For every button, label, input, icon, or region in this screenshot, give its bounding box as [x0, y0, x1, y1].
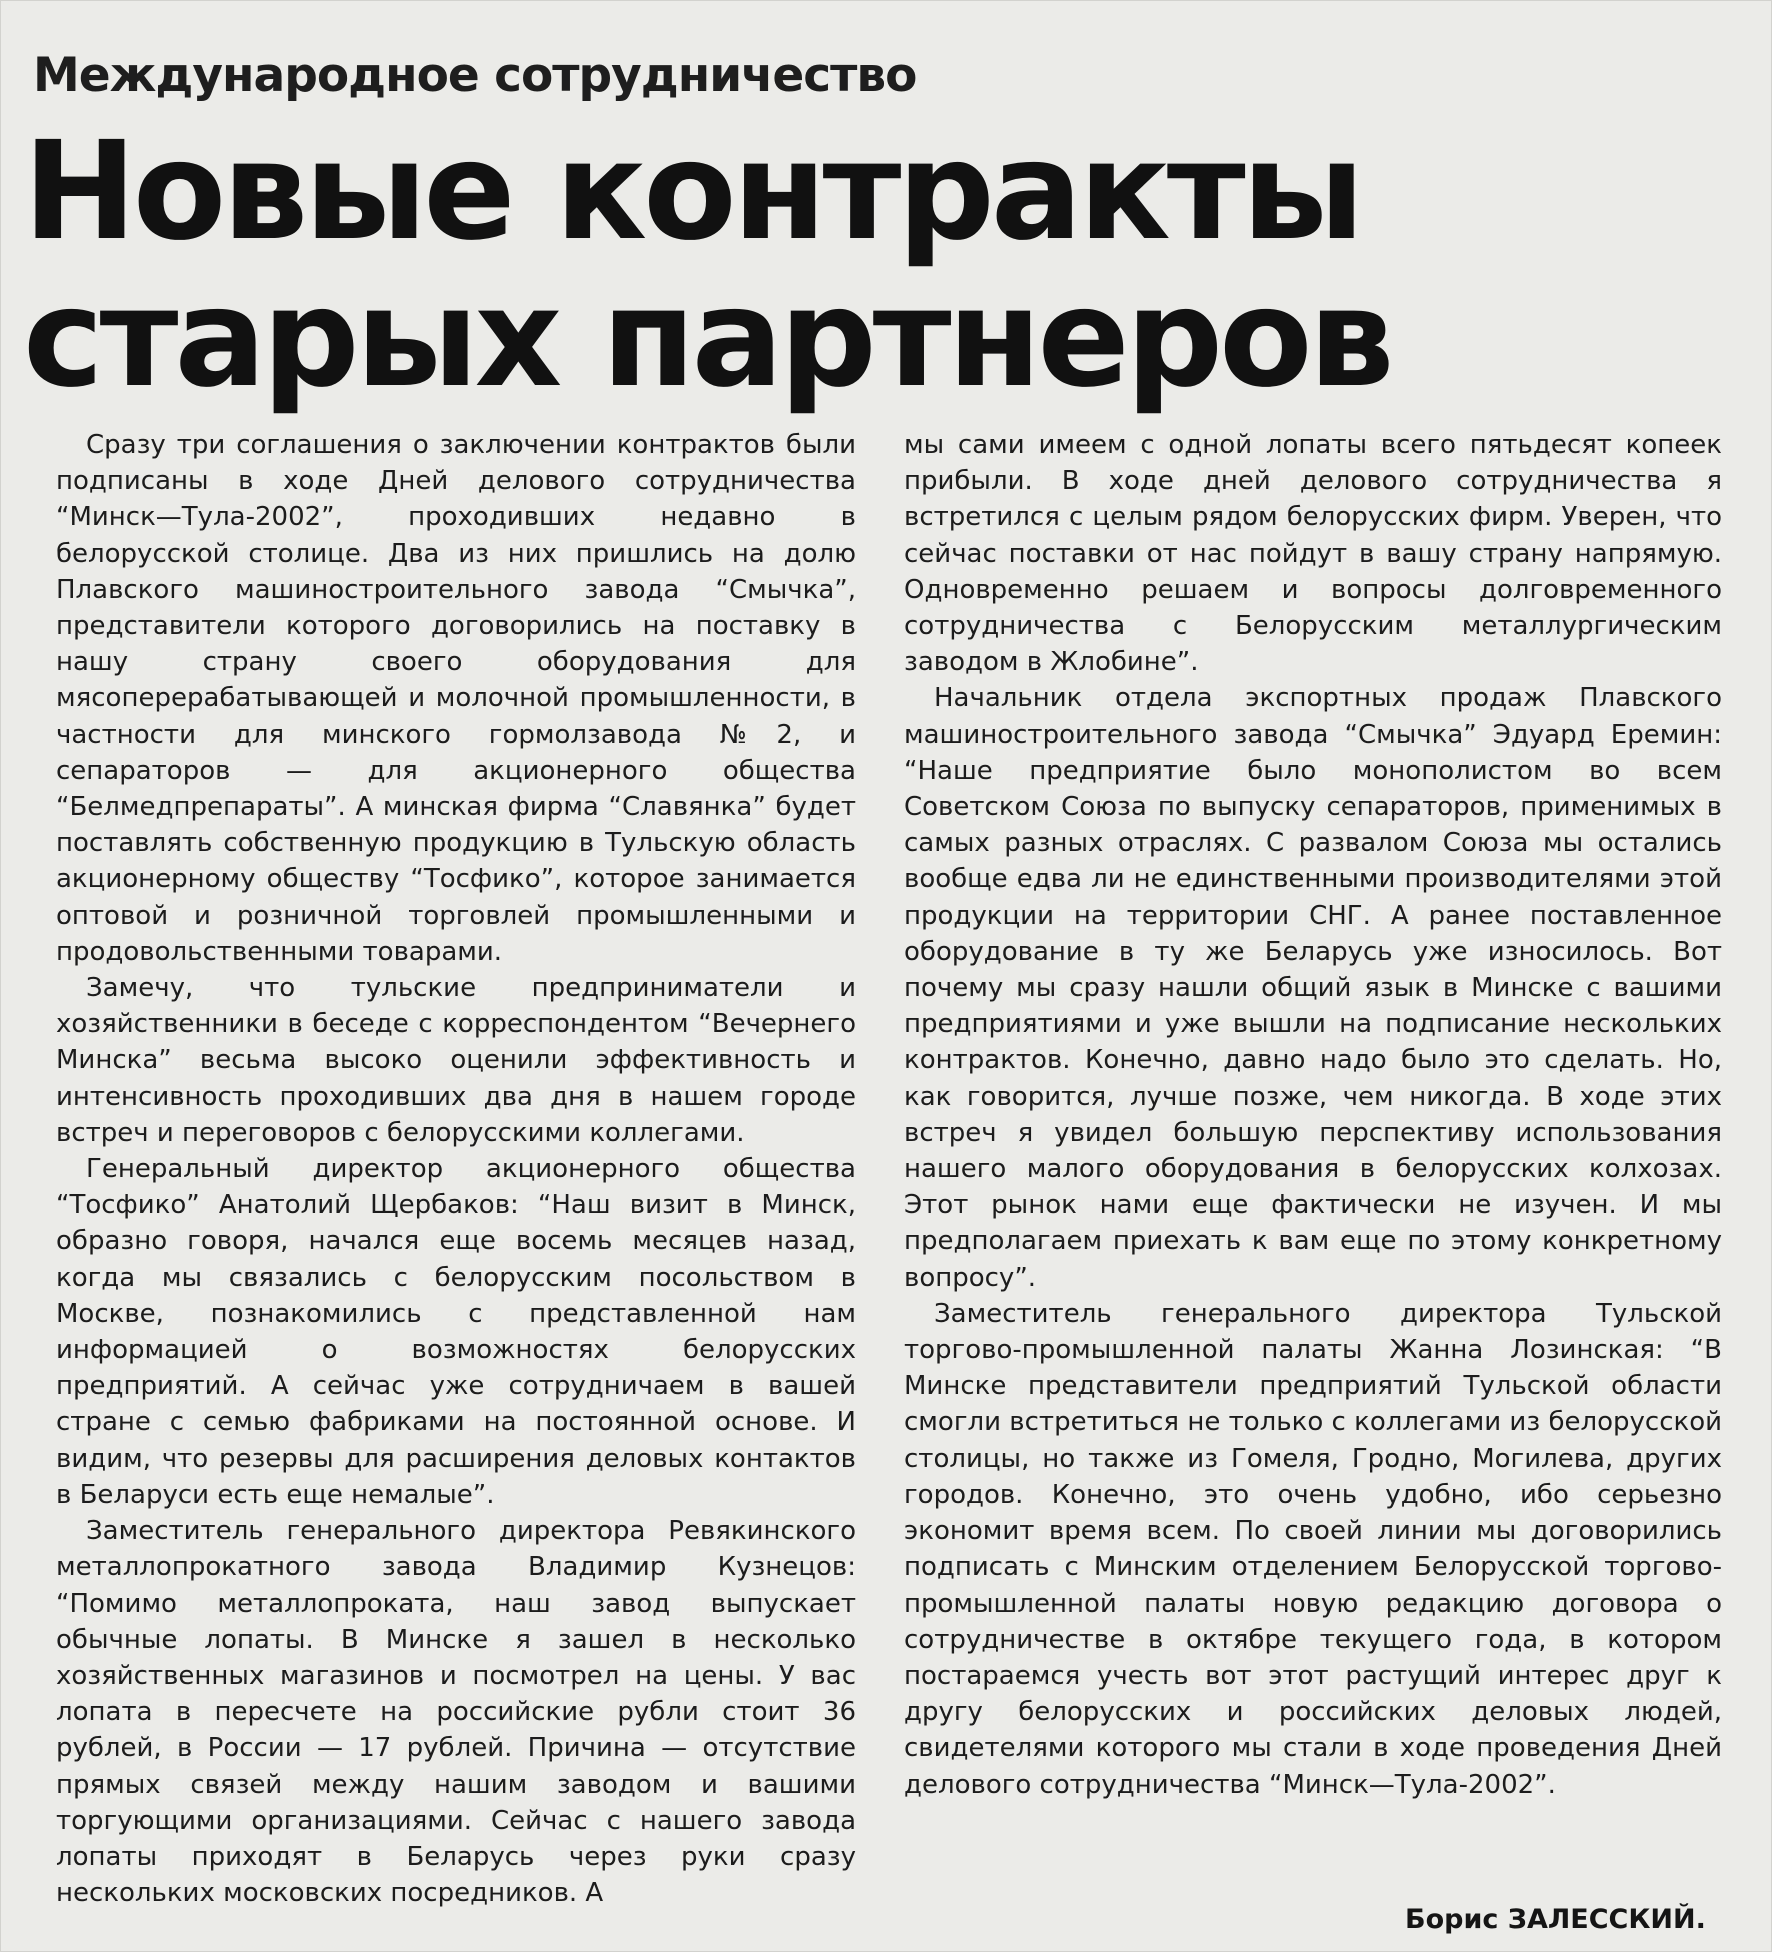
paragraph: Начальник отдела экспортных продаж Плавского машиностроительного завода “Смычка” Эдуард Еремин: “Наше предприятие было монополистом во всем Советском Союза по выпуску сепараторов, применимых в самых разных отраслях. С развалом Союза мы остались вообще едва ли не единственными производителями этой продукции на территории СНГ. А ранее поставленное оборудование в ту же Беларусь уже износилось. Вот почему мы сразу нашли общий язык в Минске с вашими предприятиями и уже вышли на подписание нескольких контрактов. Конечно, давно надо было это сделать. Но, как говорится, лучше позже, чем никогда. В ходе этих встреч я увидел большую перспективу использования нашего малого оборудования в белорусских колхозах. Этот рынок нами еще фактически не изучен. И мы предполагаем приехать к вам еще по этому конкретному вопросу”. [904, 683, 1722, 1293]
headline-line-2: старых партнеров [23, 260, 1391, 418]
article-column-left [56, 427, 856, 1911]
article-headline [23, 113, 1583, 418]
paragraph: Замечу, что тульские предприниматели и хозяйственники в беседе с корреспондентом “Вечернего Минска” весьма высоко оценили эффективность и интенсивность проходивших два дня в нашем городе встреч и переговоров с белорусскими коллегами. [56, 973, 856, 1148]
article-column-right [904, 427, 1722, 1803]
paragraph: Заместитель генерального директора Ревякинского металлопрокатного завода Владимир Кузнецов: “Помимо металлопроката, наш завод выпускает обычные лопаты. В Минске я зашел в несколько хозяйственных магазинов и посмотрел на цены. У вас лопата в пересчете на российские рубли стоит 36 рублей, в России — 17 рублей. Причина — отсутствие прямых связей между нашим заводом и вашими торгующими организациями. Сейчас с нашего завода лопаты приходят в Беларусь через руки сразу нескольких московских посредников. А [56, 1516, 856, 1909]
paragraph: Заместитель генерального директора Тульской торгово-промышленной палаты Жанна Лозинская: “В Минске представители предприятий Тульской области смогли встретиться не только с коллегами из белорусской столицы, но также из Гомеля, Гродно, Могилева, других городов. Конечно, это очень удобно, ибо серьезно экономит время всем. По своей линии мы договорились подписать с Минским отделением Белорусской торгово-промышленной палаты новую редакцию договора о сотрудничестве в октябре текущего года, в котором постараемся учесть вот этот растущий интерес друг к другу белорусских и российских деловых людей, свидетелями которого мы стали в ходе проведения Дней делового сотрудничества “Минск—Тула-2002”. [904, 1298, 1722, 1800]
paragraph: Сразу три соглашения о заключении контрактов были подписаны в ходе Дней делового сотрудничества “Минск—Тула-2002”, проходивших недавно в белорусской столице. Два из них пришлись на долю Плавского машиностроительного завода “Смычка”, представители которого договорились на поставку в нашу страну своего оборудования для мясоперерабатывающей и молочной промышленности, в частности для минского гормолзавода №2, и сепараторов — для акционерного общества “Белмедпрепараты”. А минская фирма “Славянка” будет поставлять собственную продукцию в Тульскую область акционерному обществу “Тосфико”, которое занимается оптовой и розничной торговлей промышленными и продовольственными товарами. [56, 430, 856, 967]
section-rubric: Международное сотрудничество [33, 48, 917, 103]
author-signature: Борис ЗАЛЕССКИЙ. [1405, 1904, 1706, 1935]
headline-line-1: Новые контракты [23, 113, 1361, 271]
paragraph-continued: мы сами имеем с одной лопаты всего пятьдесят копеек прибыли. В ходе дней делового сотрудничества я встретился с целым рядом белорусских фирм. Уверен, что сейчас поставки от нас пойдут в вашу страну напрямую. Одновременно решаем и вопросы долговременного сотрудничества с Белорусским металлургическим заводом в Жлобине”. [904, 430, 1722, 678]
paragraph: Генеральный директор акционерного общества “Тосфико” Анатолий Щербаков: “Наш визит в Минск, образно говоря, начался еще восемь месяцев назад, когда мы связались с белорусским посольством в Москве, познакомились с представленной нам информацией о возможностях белорусских предприятий. А сейчас уже сотрудничаем в вашей стране с семью фабриками на постоянной основе. И видим, что резервы для расширения деловых контактов в Беларуси есть еще немалые”. [56, 1154, 856, 1510]
